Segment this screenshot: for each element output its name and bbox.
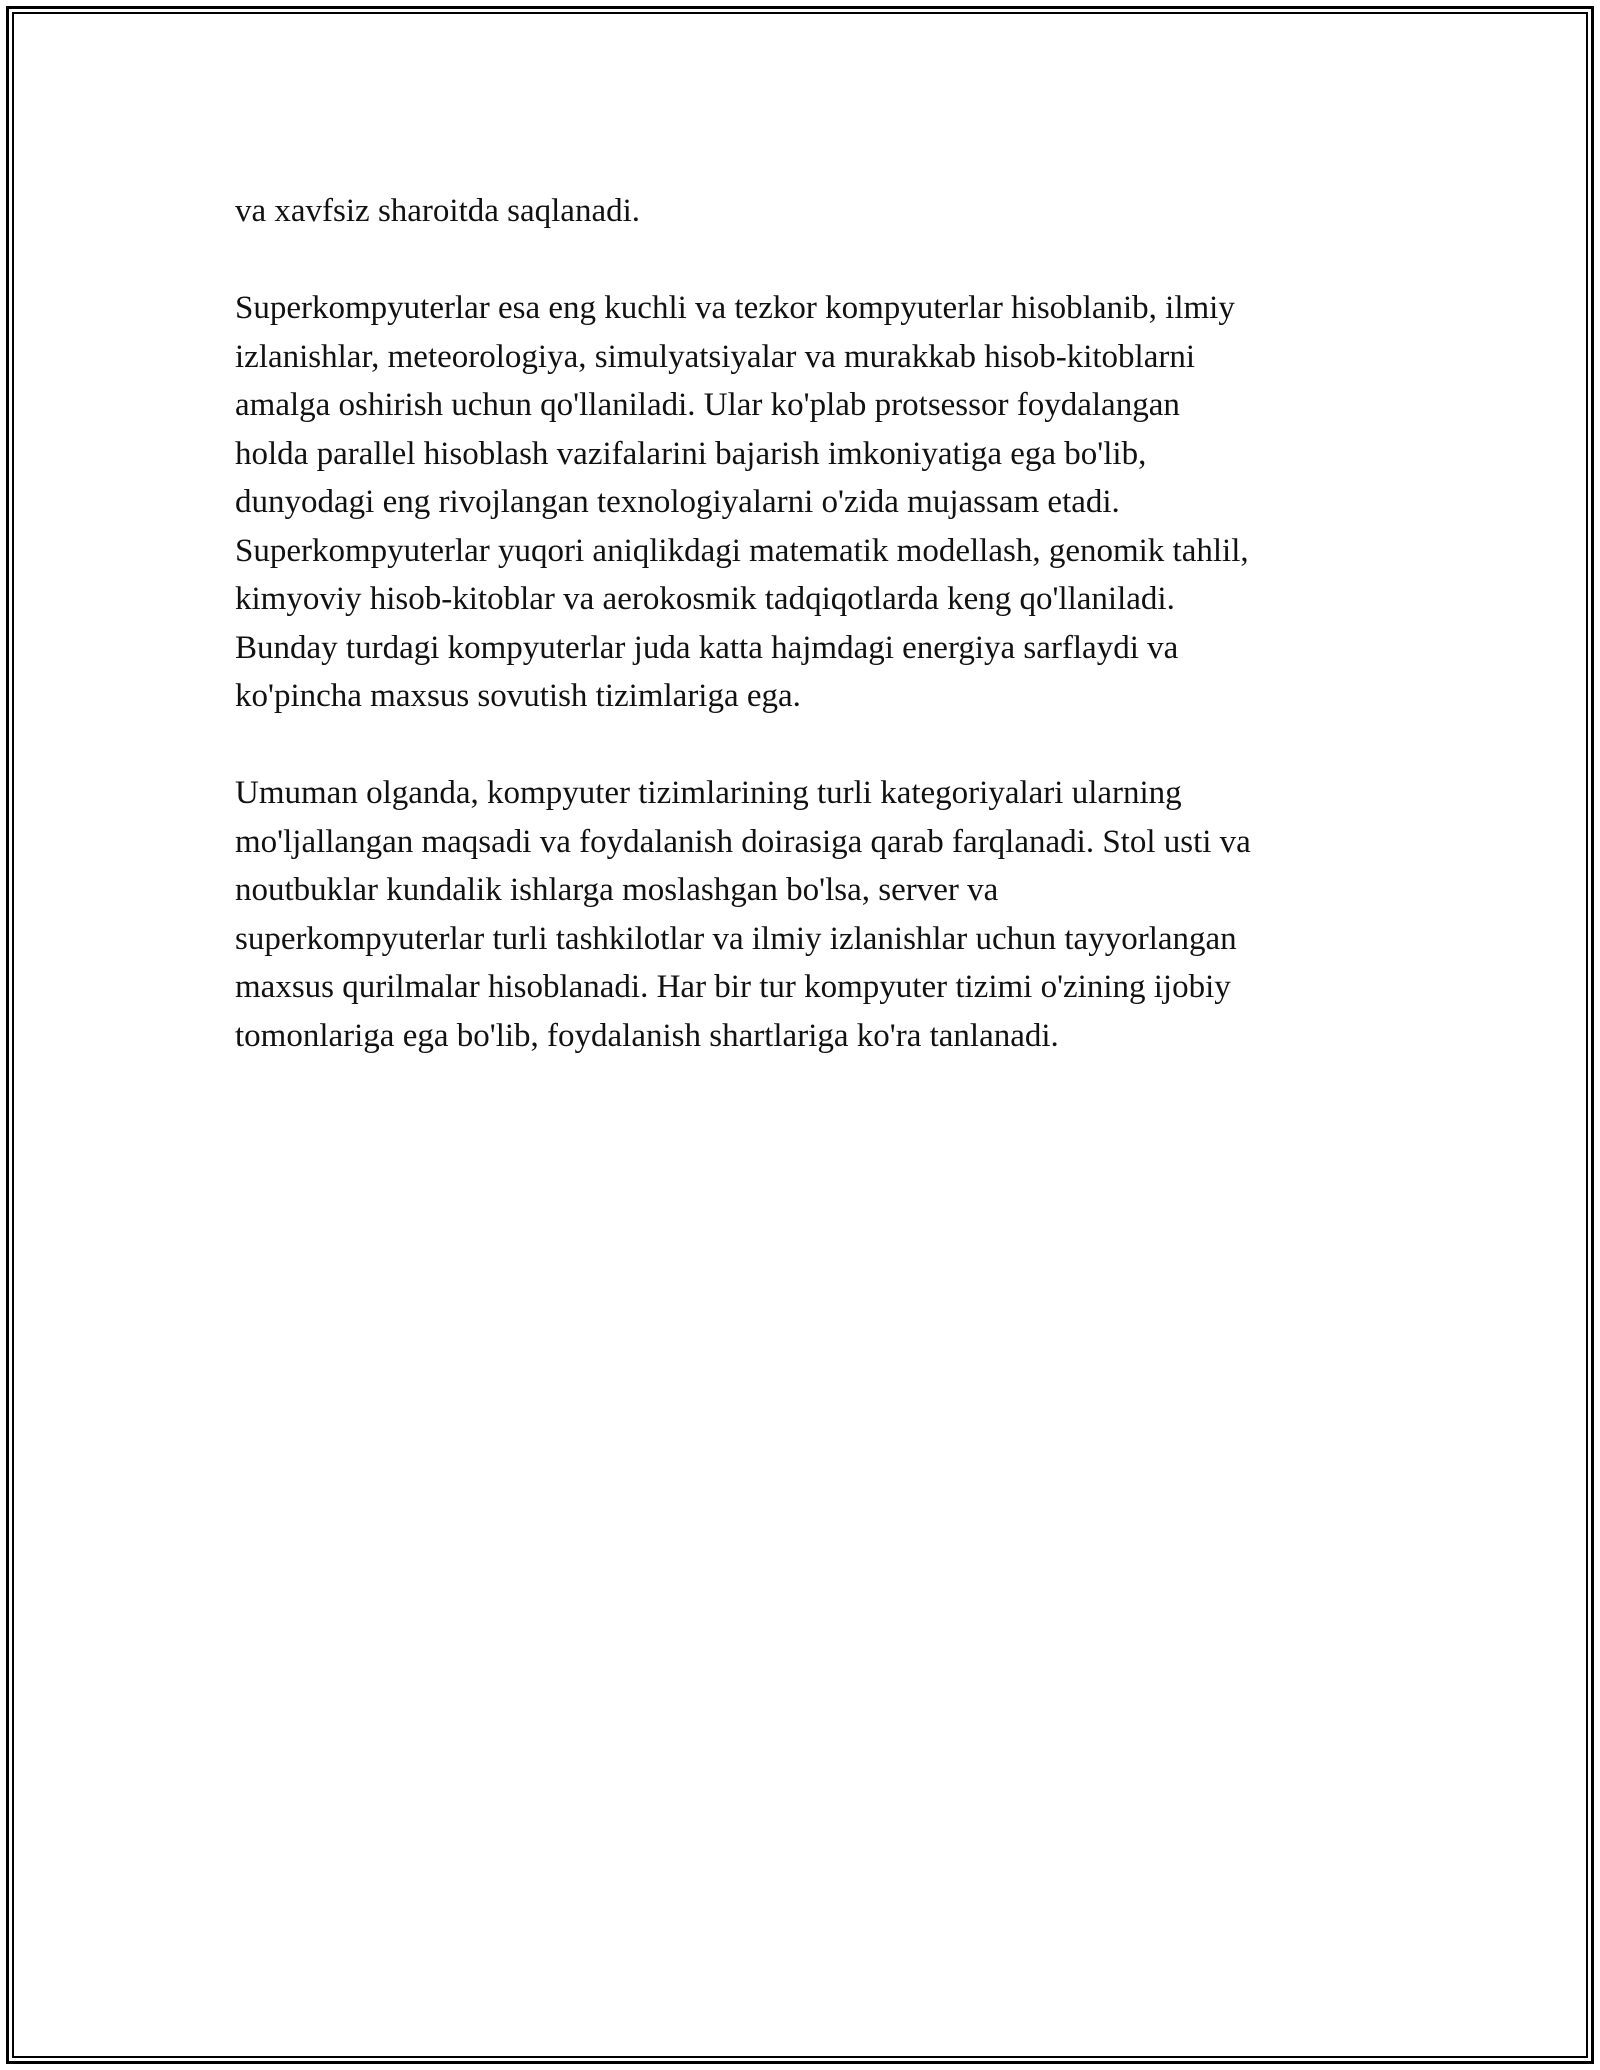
paragraph-continuation	[235, 187, 1395, 236]
document-body	[235, 187, 1395, 1060]
text-line: Superkompyuterlar esa eng kuchli va tezkor kompyuterlar hisoblanib, ilmiy	[235, 290, 1235, 326]
text-line: superkompyuterlar turli tashkilotlar va ilmiy izlanishlar uchun tayyorlangan	[235, 920, 1237, 957]
paragraph-superkompyuterlar	[235, 284, 1395, 721]
text-line: holda parallel hisoblash vazifalarini bajarish imkoniyatiga ega bo'lib,	[235, 435, 1147, 472]
text-line: kimyoviy hisob-kitoblar va aerokosmik tadqiqotlarda keng qo'llaniladi.	[235, 581, 1175, 617]
text-line: va xavfsiz sharoitda saqlanadi.	[235, 193, 641, 229]
text-line: ko'pincha maxsus sovutish tizimlariga ega.	[235, 678, 801, 714]
text-line: noutbuklar kundalik ishlarga moslashgan bo'lsa, server va	[235, 872, 999, 908]
paragraph-umuman-olganda	[235, 769, 1395, 1060]
text-line: dunyodagi eng rivojlangan texnologiyalarni o'zida mujassam etadi.	[235, 484, 1120, 520]
text-line: amalga oshirish uchun qo'llaniladi. Ular ko'plab protsessor foydalangan	[235, 387, 1180, 423]
text-line: Superkompyuterlar yuqori aniqlikdagi matematik modellash, genomik tahlil,	[235, 532, 1249, 569]
text-line: mo'ljallangan maqsadi va foydalanish doirasiga qarab farqlanadi. Stol usti va	[235, 823, 1251, 860]
text-line: maxsus qurilmalar hisoblanadi. Har bir tur kompyuter tizimi o'zining ijobiy	[235, 969, 1231, 1005]
text-line: Bunday turdagi kompyuterlar juda katta hajmdagi energiya sarflaydi va	[235, 629, 1179, 666]
text-line: Umuman olganda, kompyuter tizimlarining turli kategoriyalari ularning	[235, 775, 1182, 811]
text-line: izlanishlar, meteorologiya, simulyatsiyalar va murakkab hisob-kitoblarni	[235, 338, 1196, 375]
text-line: tomonlariga ega bo'lib, foydalanish shartlariga ko'ra tanlanadi.	[235, 1017, 1059, 1054]
